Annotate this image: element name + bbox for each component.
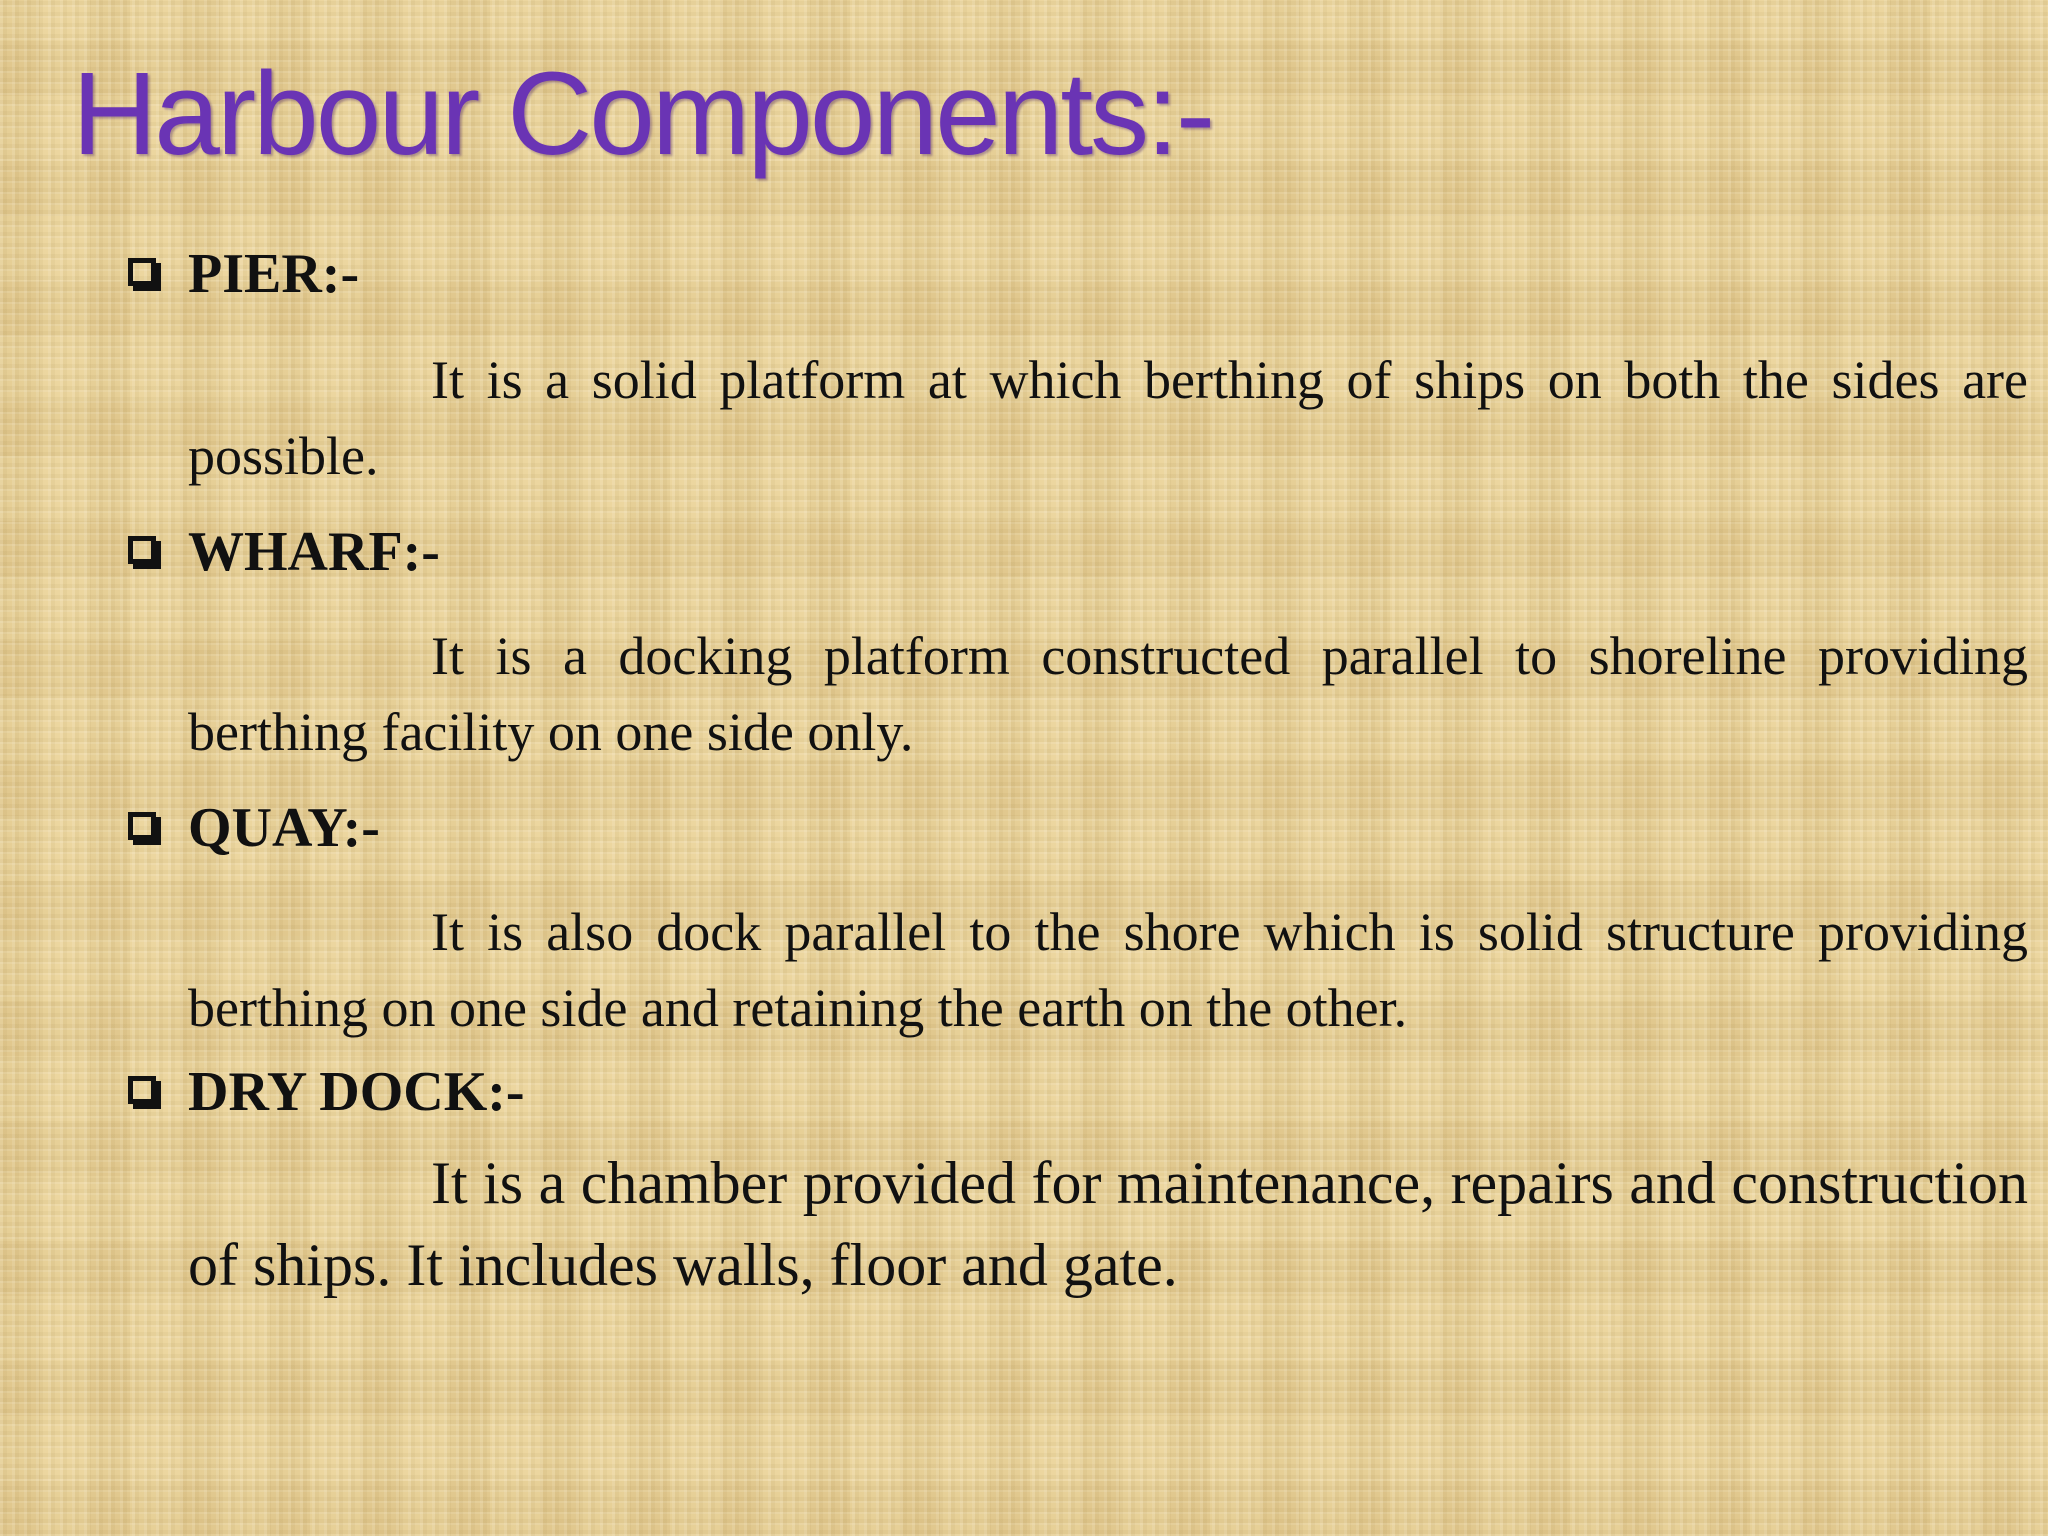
- section-heading-label: PIER:-: [188, 243, 360, 305]
- checkbox-bullet-icon: [128, 812, 156, 840]
- section-text-pier: It is a solid platform at which berthing of ships on both the sides are possible.: [188, 350, 2028, 486]
- section-heading-label: QUAY:-: [188, 797, 380, 859]
- section-text-quay: It is also dock parallel to the shore which is solid structure providing berthing on one side and retaining the earth on the other.: [188, 902, 2028, 1038]
- slide-content: [128, 232, 2028, 1306]
- section-text-dry-dock: It is a chamber provided for maintenance, repairs and construction of ships. It includes walls, floor and gate.: [188, 1150, 2028, 1298]
- section-text-wharf: It is a docking platform constructed parallel to shoreline providing berthing facility on one side only.: [188, 626, 2028, 762]
- section-heading-wharf: [128, 510, 2028, 594]
- section-heading-label: DRY DOCK:-: [188, 1061, 525, 1123]
- section-heading-pier: [128, 232, 2028, 316]
- section-heading-dry-dock: [128, 1050, 2028, 1134]
- section-heading-quay: [128, 786, 2028, 870]
- checkbox-bullet-icon: [128, 1076, 156, 1104]
- checkbox-bullet-icon: [128, 536, 156, 564]
- section-heading-label: WHARF:-: [188, 521, 440, 583]
- slide-title: Harbour Components:-: [72, 48, 1213, 180]
- checkbox-bullet-icon: [128, 258, 156, 286]
